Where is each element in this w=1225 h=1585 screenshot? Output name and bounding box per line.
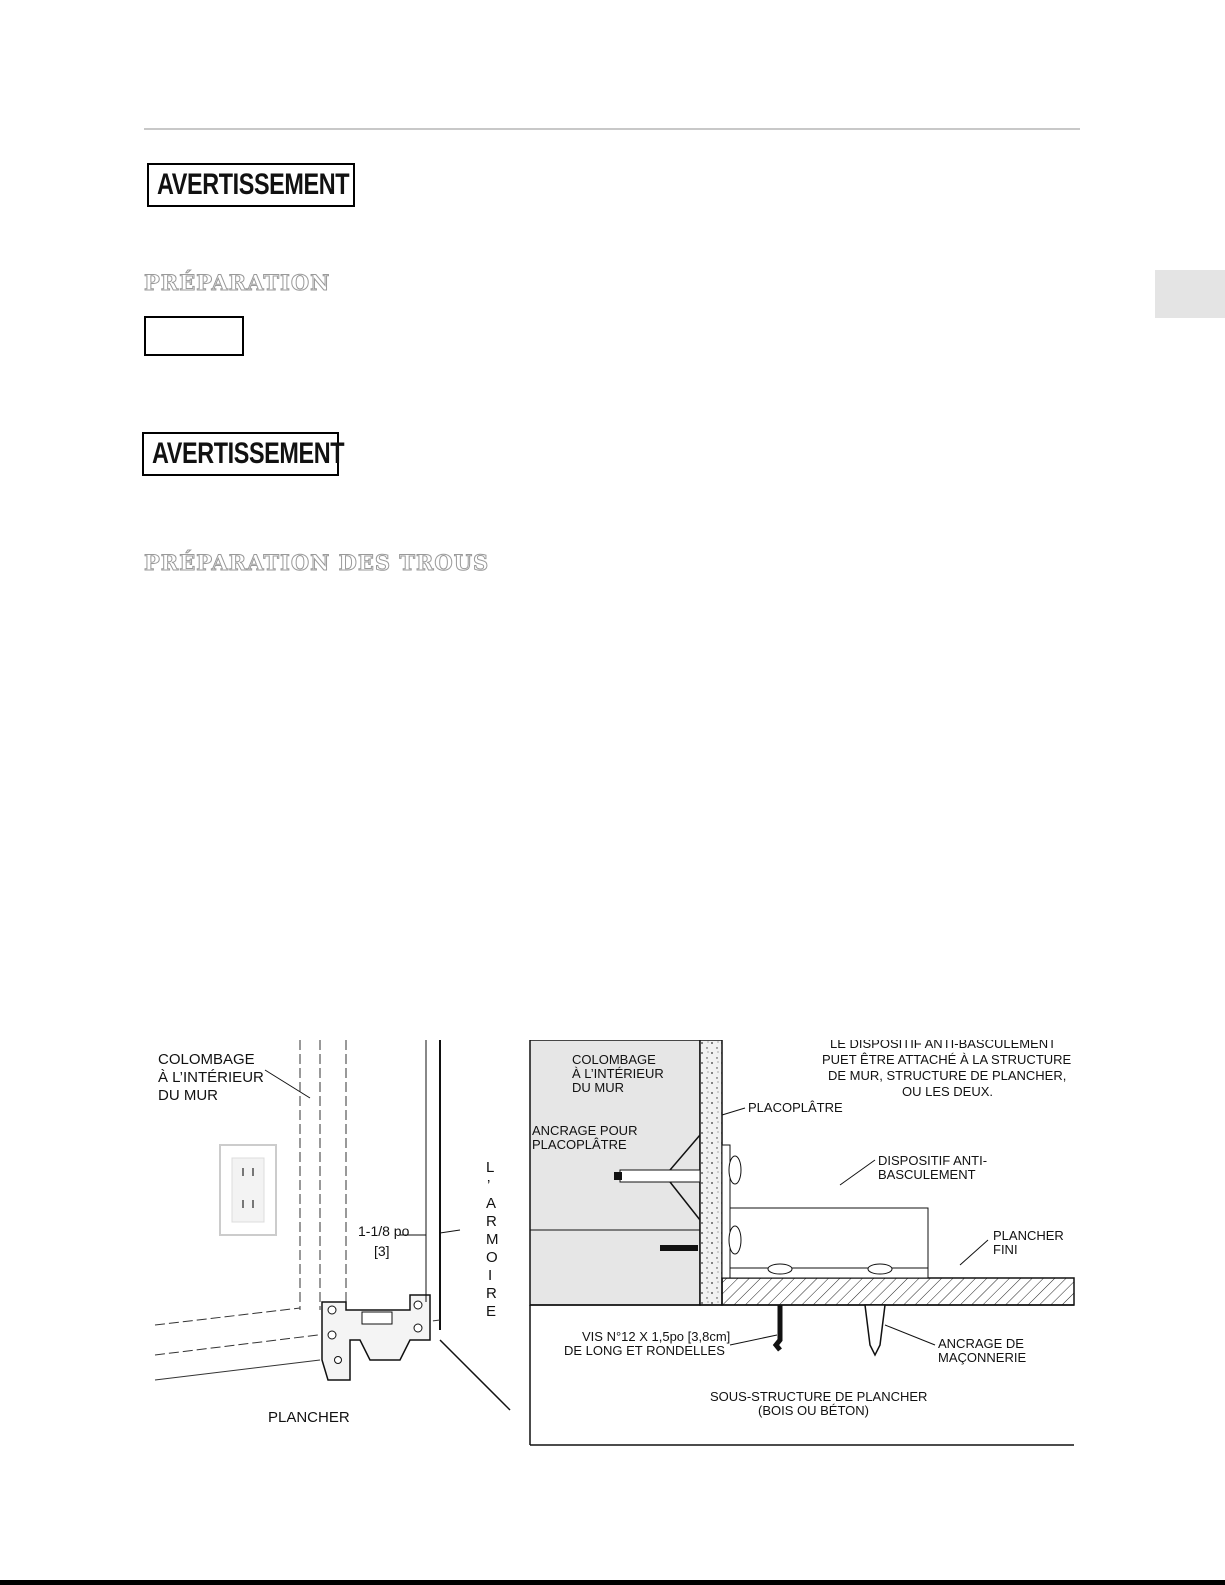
note-line-3: DE MUR, STRUCTURE DE PLANCHER, <box>828 1068 1067 1083</box>
outlet-icon <box>220 1145 276 1235</box>
substructure-label-1: SOUS-STRUCTURE DE PLANCHER <box>710 1389 928 1404</box>
anchor-label-1: ANCRAGE POUR <box>532 1123 638 1138</box>
svg-text:L: L <box>486 1159 495 1176</box>
stud-label-right-2: À L’INTÉRIEUR <box>572 1066 664 1081</box>
svg-text:M: M <box>486 1231 499 1248</box>
svg-text:A: A <box>486 1195 497 1212</box>
screws-label-1: VIS N°12 X 1,5po [3,8cm] <box>582 1329 731 1344</box>
note-line-1: LE DISPOSITIF ANTI-BASCULEMENT <box>830 1040 1057 1051</box>
note-line-2: PUET ÊTRE ATTACHÉ À LA STRUCTURE <box>822 1052 1072 1067</box>
svg-text:E: E <box>486 1303 497 1320</box>
dimension-label-1: 1-1/8 po <box>358 1223 410 1239</box>
section-heading-holes: PRÉPARATION DES TROUS <box>144 550 490 575</box>
device-label-2: BASCULEMENT <box>878 1167 976 1182</box>
device-label-1: DISPOSITIF ANTI- <box>878 1153 988 1168</box>
masonry-anchor-icon <box>865 1305 885 1355</box>
section-tab <box>1155 270 1225 318</box>
left-drawing <box>155 1040 510 1426</box>
section-heading-preparation: PRÉPARATION <box>144 270 331 295</box>
anchor-label-2: PLACOPLÂTRE <box>532 1137 627 1152</box>
header-rule <box>144 128 1080 130</box>
anti-tip-bracket-icon <box>322 1295 430 1380</box>
warning-banner-2 <box>142 432 345 476</box>
svg-text:’: ’ <box>487 1177 491 1194</box>
finished-floor-label-1: PLANCHER <box>993 1228 1064 1243</box>
stud-label-left-2: À L’INTÉRIEUR <box>158 1069 264 1086</box>
warning-banner-1 <box>147 163 355 207</box>
svg-text:R: R <box>486 1213 497 1230</box>
cabinet-vertical-label <box>486 1159 499 1320</box>
finished-floor-label-2: FINI <box>993 1242 1018 1257</box>
drywall-label: PLACOPLÂTRE <box>748 1100 843 1115</box>
stud-label-right-3: DU MUR <box>572 1080 624 1095</box>
substructure-label-2: (BOIS OU BÉTON) <box>758 1403 869 1418</box>
svg-text:O: O <box>486 1249 498 1266</box>
floor-label: PLANCHER <box>268 1409 350 1426</box>
stud-label-left-1: COLOMBAGE <box>158 1051 255 1068</box>
note-line-4: OU LES DEUX. <box>902 1084 994 1099</box>
screw-icon <box>776 1305 780 1350</box>
svg-text:R: R <box>486 1285 497 1302</box>
stud-label-right-1: COLOMBAGE <box>572 1052 656 1067</box>
svg-text:I: I <box>488 1267 493 1284</box>
right-drawing <box>530 1040 1074 1445</box>
stud-label-left-3: DU MUR <box>158 1087 218 1104</box>
note-box <box>144 316 244 356</box>
screws-label-2: DE LONG ET RONDELLES <box>564 1343 725 1358</box>
installation-figure <box>150 1040 1090 1470</box>
masonry-label-2: MAÇONNERIE <box>938 1350 1027 1365</box>
footer-rule <box>0 1580 1225 1585</box>
warning-label: AVERTISSEMENT <box>152 437 345 470</box>
warning-label: AVERTISSEMENT <box>157 168 350 201</box>
masonry-label-1: ANCRAGE DE <box>938 1336 1024 1351</box>
dimension-label-2: [3] <box>374 1243 390 1259</box>
